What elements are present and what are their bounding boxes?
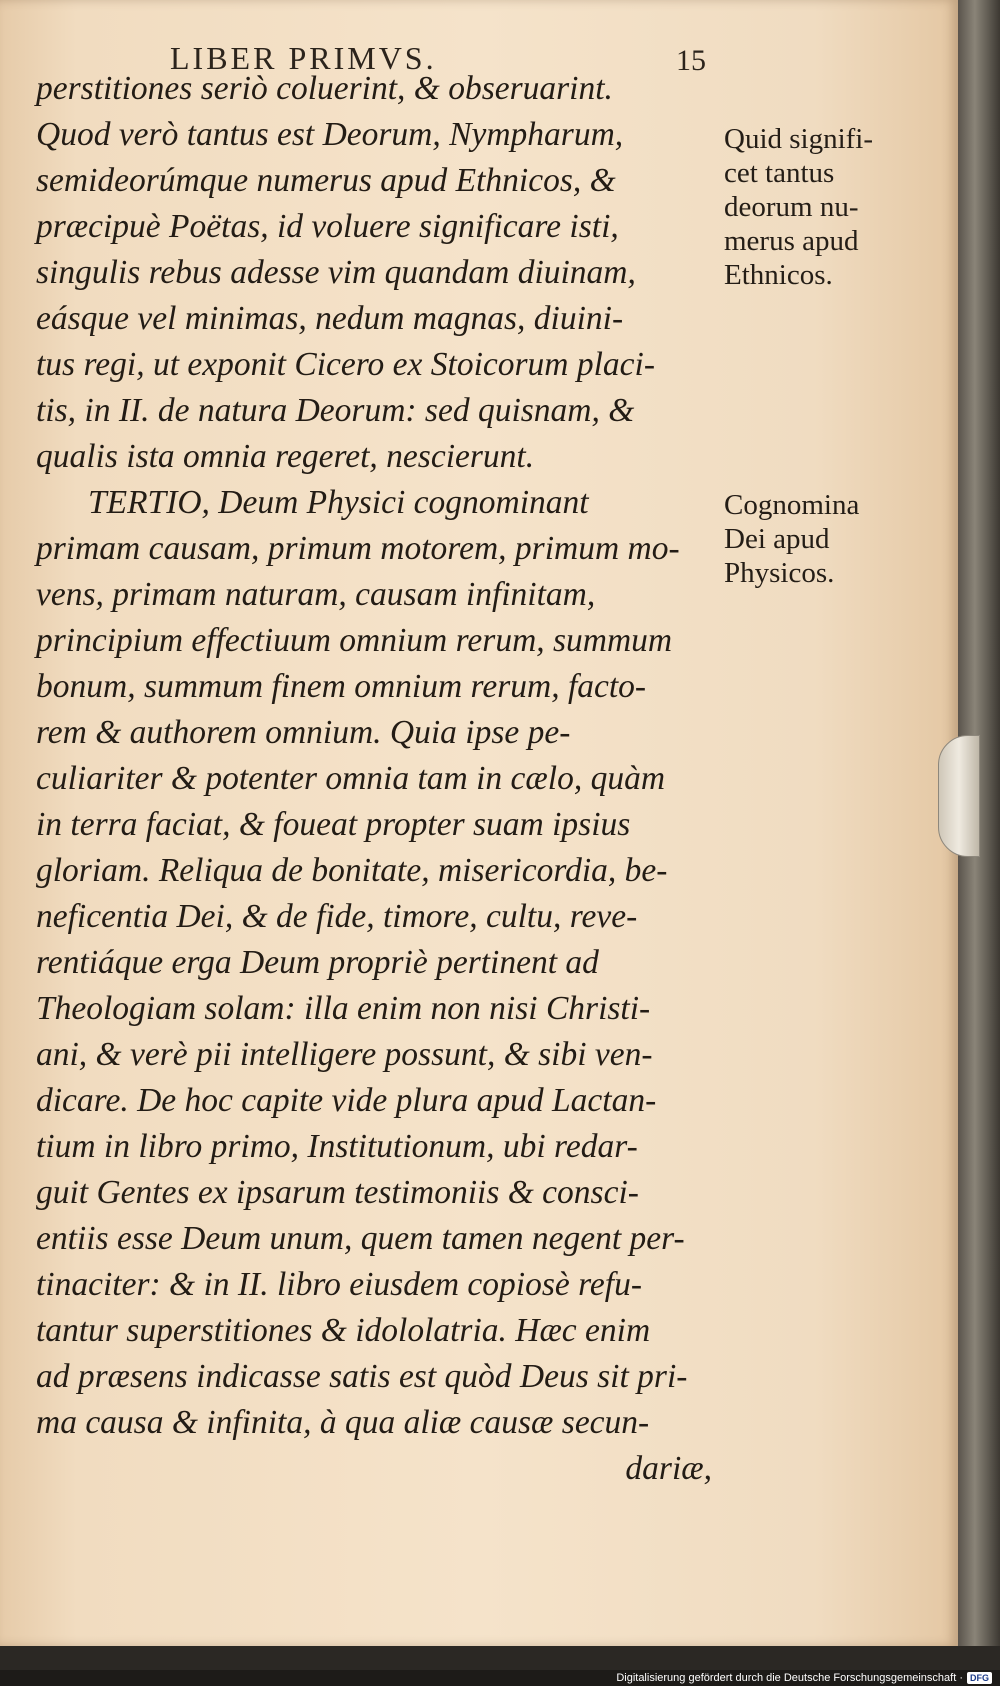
margin-note-line: Dei apud (724, 523, 830, 555)
margin-note-line: Ethnicos. (724, 259, 833, 291)
text-line: præcipuè Poëtas, id voluere significare isti, (36, 208, 619, 245)
scan-bottom-band (0, 1646, 1000, 1670)
text-line: semideorúmque numerus apud Ethnicos, & (36, 162, 616, 199)
text-line: guit Gentes ex ipsarum testimoniis & consci- (36, 1174, 639, 1211)
dfg-logo-icon: DFG (967, 1672, 992, 1684)
margin-note-line: Physicos. (724, 557, 835, 589)
text-line: eásque vel minimas, nedum magnas, diuini- (36, 300, 624, 337)
text-line: bonum, summum finem omnium rerum, facto- (36, 668, 647, 705)
page-header (0, 18, 740, 77)
text-line: entiis esse Deum unum, quem tamen negent per- (36, 1220, 685, 1257)
text-line: in terra faciat, & foueat propter suam ipsius (36, 806, 631, 843)
footer-credit: Digitalisierung gefördert durch die Deutsche Forschungsgemeinschaft · (616, 1672, 963, 1684)
text-line: gloriam. Reliqua de bonitate, misericordia, be- (36, 852, 668, 889)
text-line: culiariter & potenter omnia tam in cælo, quàm (36, 760, 666, 797)
text-line: dicare. De hoc capite vide plura apud Lactan- (36, 1082, 657, 1119)
margin-note-physicos (724, 488, 924, 590)
margin-note-line: deorum nu- (724, 191, 859, 223)
text-line: tus regi, ut exponit Cicero ex Stoicorum placi- (36, 346, 655, 383)
book-clip (938, 735, 980, 857)
text-line: tis, in II. de natura Deorum: sed quisnam, & (36, 392, 635, 429)
running-head: LIBER PRIMVS. (170, 40, 437, 76)
text-line: singulis rebus adesse vim quandam diuinam, (36, 254, 636, 291)
digitization-footer (616, 1672, 992, 1684)
margin-note-ethnicos (724, 122, 924, 292)
text-line: ma causa & infinita, à qua aliæ causæ secun- (36, 1404, 650, 1441)
text-line: tantur superstitiones & idololatria. Hæc enim (36, 1312, 651, 1349)
main-text-block (36, 66, 712, 1492)
page-number: 15 (676, 44, 706, 77)
text-line: principium effectiuum omnium rerum, summum (36, 622, 673, 659)
text-line: tium in libro primo, Institutionum, ubi redar- (36, 1128, 638, 1165)
text-line: ani, & verè pii intelligere possunt, & sibi ven- (36, 1036, 653, 1073)
text-line: ad præsens indicasse satis est quòd Deus sit pri- (36, 1358, 688, 1395)
text-line: rentiáque erga Deum propriè pertinent ad (36, 944, 599, 981)
margin-note-line: merus apud (724, 225, 859, 257)
text-line: TERTIO, Deum Physici cognominant (88, 484, 589, 521)
text-line: primam causam, primum motorem, primum mo- (36, 530, 680, 567)
text-line: neficentia Dei, & de fide, timore, cultu, reve- (36, 898, 638, 935)
text-line: vens, primam naturam, causam infinitam, (36, 576, 596, 613)
text-line: qualis ista omnia regeret, nescierunt. (36, 438, 535, 475)
margin-note-line: Quid signifi- (724, 123, 874, 155)
text-line: Quod verò tantus est Deorum, Nympharum, (36, 116, 624, 153)
text-line: Theologiam solam: illa enim non nisi Christi- (36, 990, 651, 1027)
text-line: rem & authorem omnium. Quia ipse pe- (36, 714, 571, 751)
text-line: tinaciter: & in II. libro eiusdem copiosè refu- (36, 1266, 642, 1303)
margin-note-line: cet tantus (724, 157, 835, 189)
catchword: dariæ, (625, 1450, 712, 1487)
margin-note-line: Cognomina (724, 489, 860, 521)
text-line: perstitiones seriò coluerint, & obseruarint. (36, 70, 613, 107)
